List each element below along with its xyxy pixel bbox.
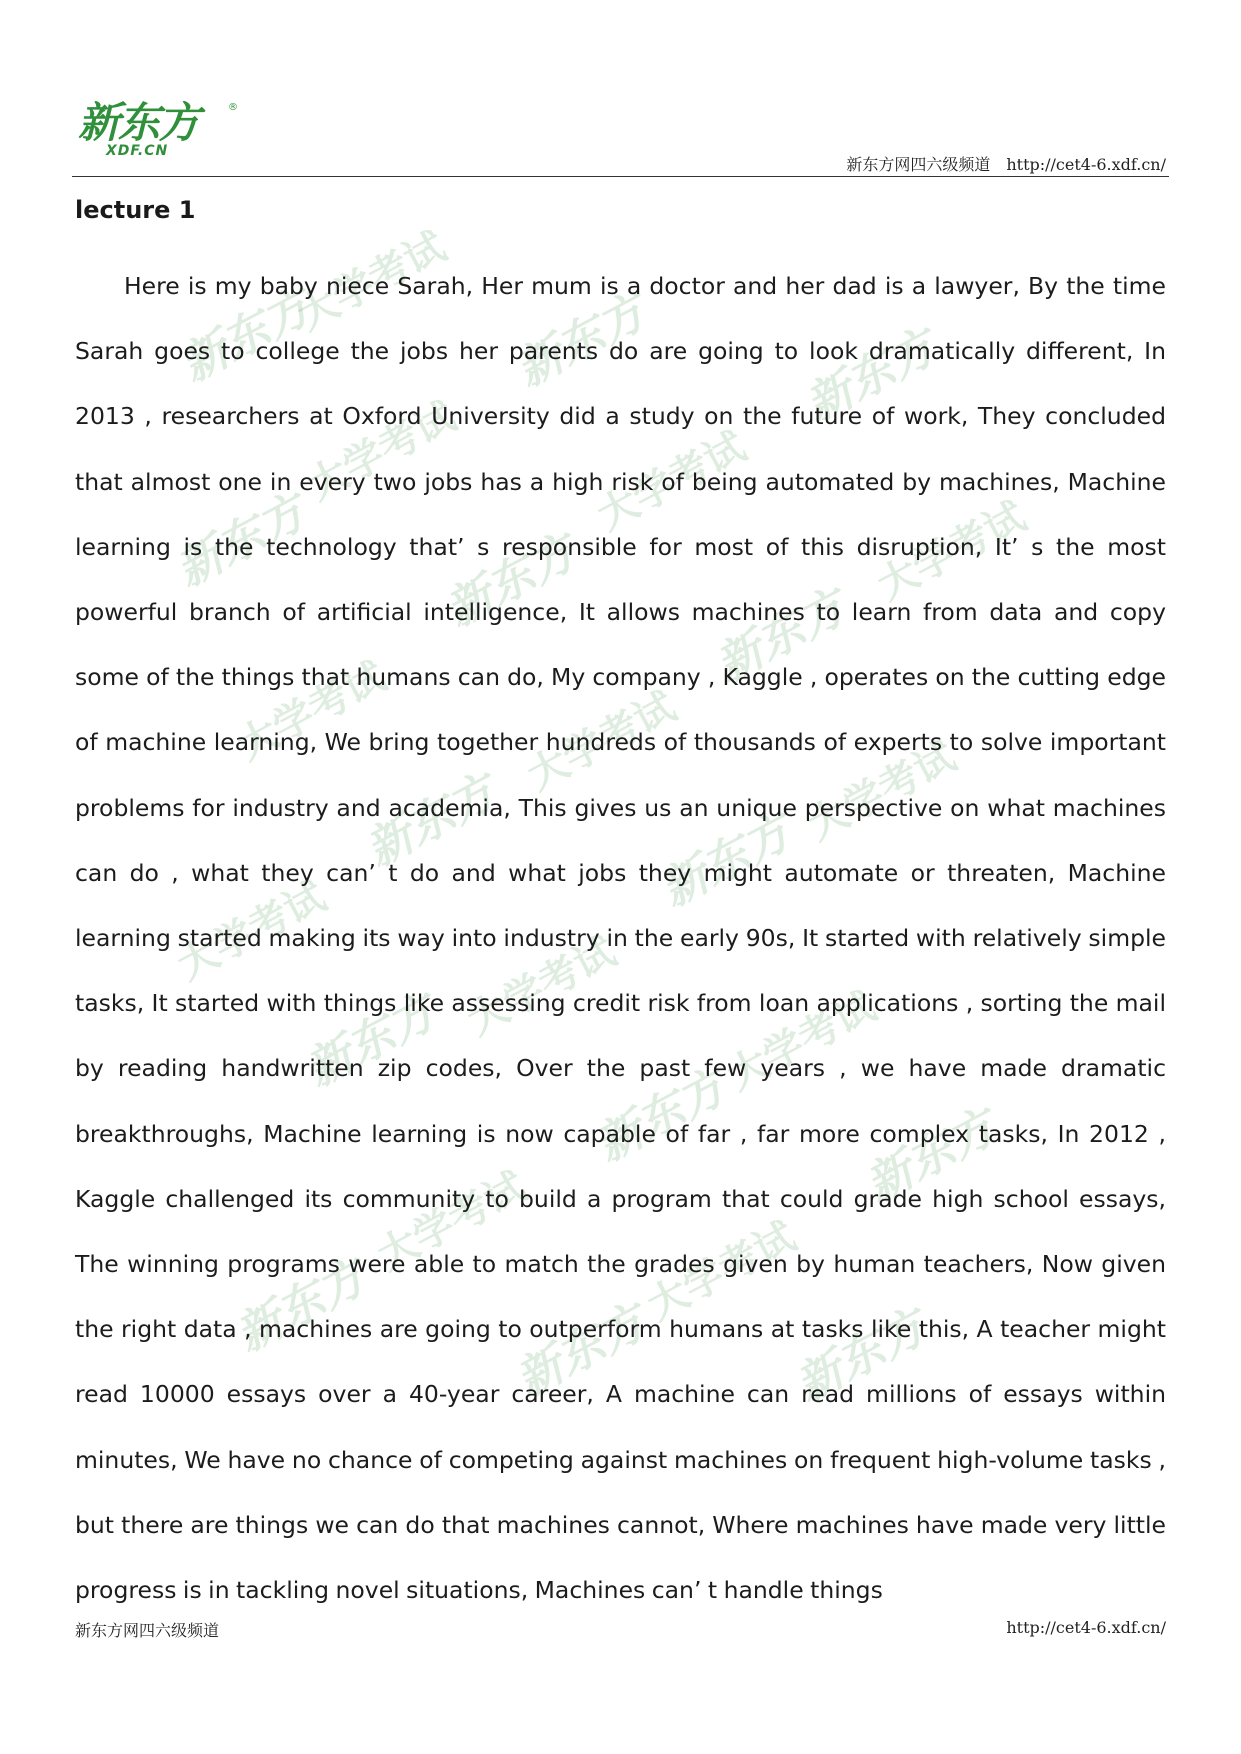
watermark-logo: 新东方 (706, 579, 855, 692)
watermark-exam: 大学考试 (870, 493, 1034, 610)
header-url: http://cet4-6.xdf.cn/ (1006, 155, 1166, 174)
lecture-title: lecture 1 (75, 196, 196, 224)
header-channel-info (846, 152, 1166, 175)
logo-registered-mark: ® (228, 102, 238, 113)
watermark-exam: 大学考试 (800, 733, 964, 850)
watermark-logo: 新东方 (506, 284, 655, 397)
header-divider (72, 176, 1169, 177)
watermark-logo: 新东方 (856, 1099, 1005, 1212)
watermark-exam: 大学考试 (370, 1163, 534, 1280)
watermark-exam: 大学考试 (520, 683, 684, 800)
xdf-logo (78, 100, 238, 162)
watermark-exam: 大学考试 (720, 983, 884, 1100)
watermark-logo: 新东方 (226, 1249, 375, 1362)
lecture-body-paragraph: Here is my baby niece Sarah, Her mum is a doctor and her dad is a lawyer, By the time Sarah goes to college the jobs her parents do are going to look dramatically different, In 2013 , researchers at Oxford University did a study on the future of work, They concluded that almost one in every two jobs has a high risk of being automated by machines, Machine learning is the technology that’ s responsible for most of this disruption, It’ s the most powerful branch of artificial intelligence, It allows machines to learn from data and copy some of the things that humans can do, My company , Kaggle , operates on the cutting edge of machine learning, We bring together hundreds of thousands of experts to solve important problems for industry and academia, This gives us an unique perspective on what machines can do , what they can’ t do and what jobs they might automate or threaten, Machine learning started making its way into industry in the early 90s, It started with relatively simple tasks, It started with things like assessing credit risk from loan applications , sorting the mail by reading handwritten zip codes, Over the past few years , we have made dramatic breakthroughs, Machine learning is now capable of far , far more complex tasks, In 2012 , Kaggle challenged its community to build a program that could grade high school essays, The winning programs were able to match the grades given by human teachers, Now given the right data , machines are going to outperform humans at tasks like this, A teacher might read 10000 essays over a 40-year career, A machine can read millions of essays within minutes, We have no chance of competing against machines on frequent high-volume tasks , but there are things we can do that machines cannot, Where machines have made very little progress is in tackling novel situations, Machines can’ t handle things (75, 272, 1166, 1605)
watermark-exam: 大学考试 (460, 928, 624, 1045)
watermark-exam: 大学考试 (170, 873, 334, 990)
header-channel-name: 新东方网四六级频道 (846, 155, 991, 174)
watermark-exam: 大学考试 (590, 423, 754, 540)
logo-chinese-text: 新东方 (78, 98, 199, 147)
watermark-logo: 新东方 (786, 1299, 935, 1412)
logo-english-text: XDF.CN (106, 143, 169, 159)
footer-channel-name: 新东方网四六级频道 (75, 1621, 220, 1640)
watermark-logo: 新东方 (586, 1059, 735, 1172)
watermark-logo: 新东方 (796, 319, 945, 432)
watermark-exam: 大学考试 (300, 393, 464, 510)
watermark-logo: 新东方 (356, 764, 505, 877)
footer-url: http://cet4-6.xdf.cn/ (1006, 1618, 1166, 1637)
watermark-exam: 大学考试 (230, 653, 394, 770)
watermark-logo: 新东方 (171, 279, 320, 392)
watermark-logo: 新东方 (506, 1294, 655, 1407)
watermark-logo: 新东方 (166, 484, 315, 597)
watermark-exam: 大学考试 (290, 223, 454, 340)
watermark-logo: 新东方 (296, 984, 445, 1097)
watermark-logo: 新东方 (651, 804, 800, 917)
watermark-exam: 大学考试 (640, 1213, 804, 1330)
watermark-logo: 新东方 (436, 524, 585, 637)
